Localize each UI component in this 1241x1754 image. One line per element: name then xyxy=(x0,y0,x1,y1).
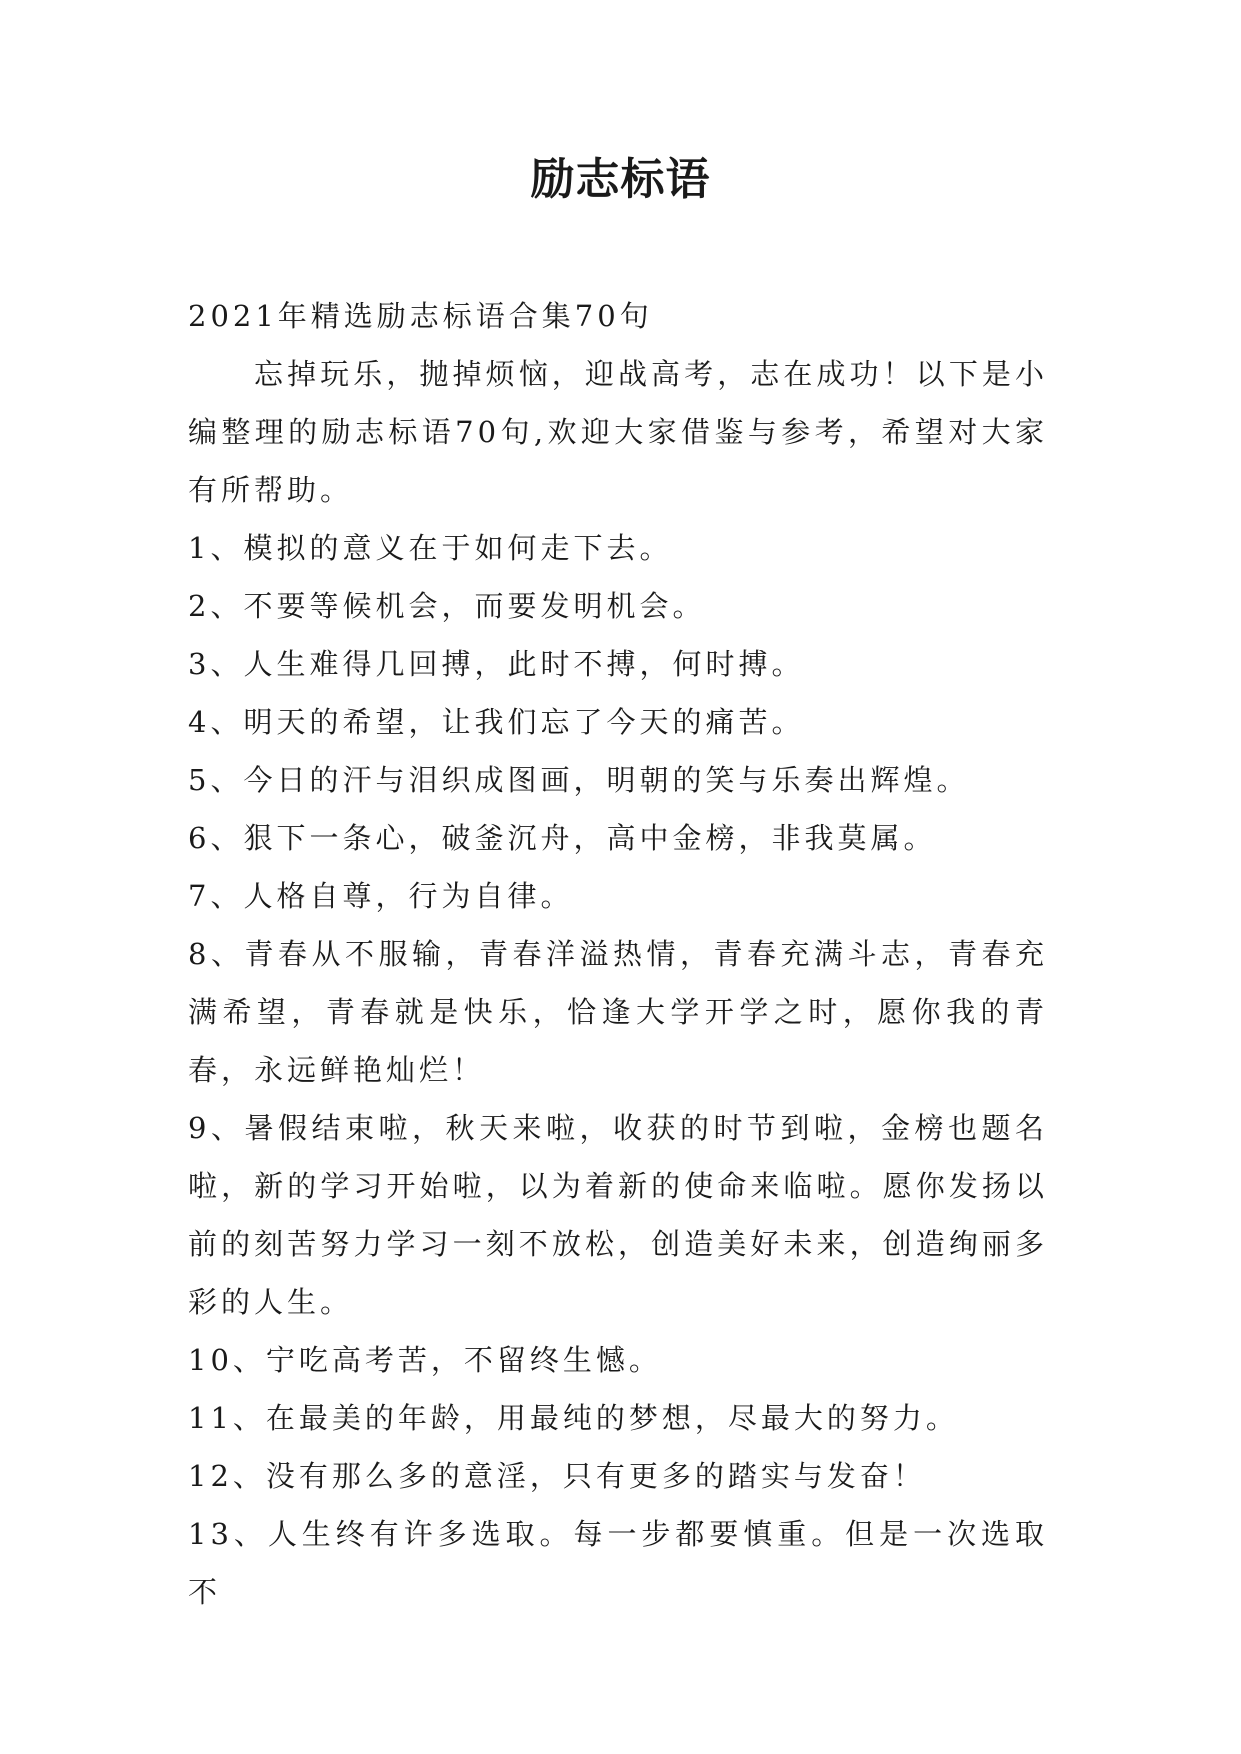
list-item: 4、明天的希望，让我们忘了今天的痛苦。 xyxy=(188,705,805,739)
list-item: 8、青春从不服输，青春洋溢热情，青春充满斗志，青春充满希望，青春就是快乐，恰逢大学开学之时，愿你我的青春，永远鲜艳灿烂！ xyxy=(188,937,1048,1087)
document-subtitle: 2021年精选励志标语合集70句 xyxy=(188,299,653,333)
list-item: 12、没有那么多的意淫，只有更多的踏实与发奋！ xyxy=(188,1459,926,1493)
list-item: 6、狠下一条心，破釜沉舟，高中金榜，非我莫属。 xyxy=(188,821,937,855)
list-item: 1、模拟的意义在于如何走下去。 xyxy=(188,531,673,565)
document-body xyxy=(188,287,1048,1621)
list-item: 13、人生终有许多选取。每一步都要慎重。但是一次选取不 xyxy=(188,1517,1048,1609)
list-item: 9、暑假结束啦，秋天来啦，收获的时节到啦，金榜也题名啦，新的学习开始啦，以为着新的使命来临啦。愿你发扬以前的刻苦努力学习一刻不放松，创造美好未来，创造绚丽多彩的人生。 xyxy=(188,1111,1048,1319)
list-item: 5、今日的汗与泪织成图画，明朝的笑与乐奏出辉煌。 xyxy=(188,763,970,797)
list-item: 7、人格自尊，行为自律。 xyxy=(188,879,574,913)
list-item: 11、在最美的年龄，用最纯的梦想，尽最大的努力。 xyxy=(188,1401,959,1435)
list-item: 10、宁吃高考苦，不留终生憾。 xyxy=(188,1343,662,1377)
intro-paragraph: 忘掉玩乐，抛掉烦恼，迎战高考，志在成功！以下是小编整理的励志标语70句,欢迎大家借鉴与参考，希望对大家有所帮助。 xyxy=(188,357,1048,507)
list-item: 2、不要等候机会，而要发明机会。 xyxy=(188,589,706,623)
document-title: 励志标语 xyxy=(530,154,711,205)
list-item: 3、人生难得几回搏，此时不搏，何时搏。 xyxy=(188,647,805,681)
